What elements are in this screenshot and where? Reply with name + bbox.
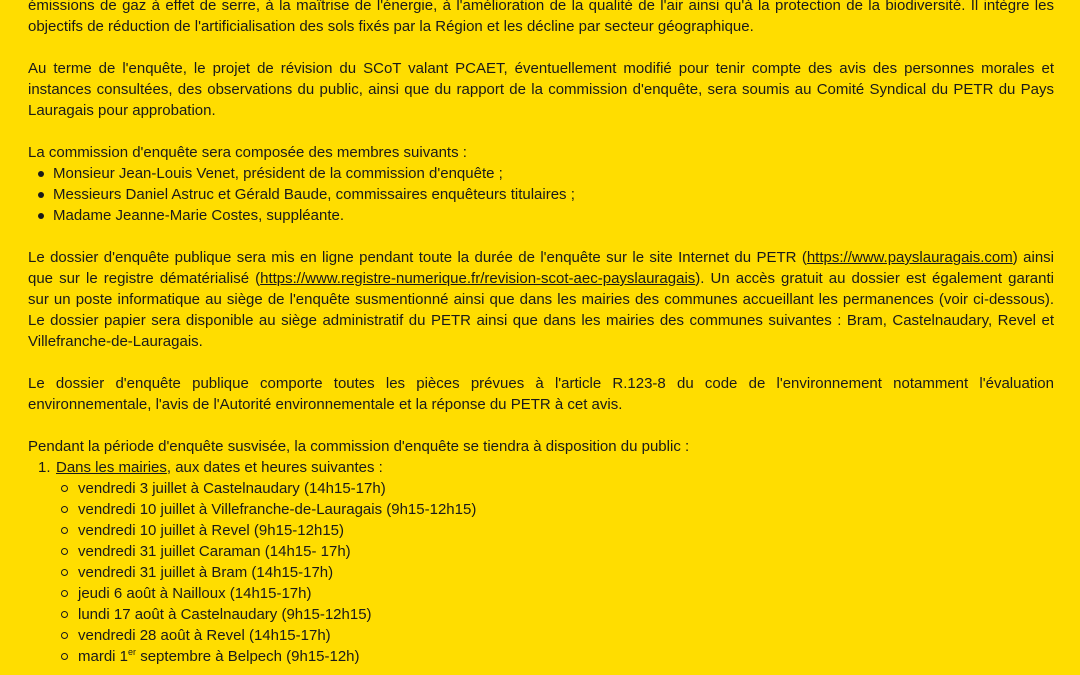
list-item: Monsieur Jean-Louis Venet, président de la commission d'enquête ; [28, 163, 1054, 184]
list-item: Madame Jeanne-Marie Costes, suppléante. [28, 205, 1054, 226]
date-text-b: septembre à Belpech (9h15-12h) [136, 648, 360, 665]
permanences-intro: Pendant la période d'enquête susvisée, la commission d'enquête se tiendra à disposition du public : [28, 438, 690, 455]
mairies-text: , aux dates et heures suivantes : [166, 459, 383, 476]
commission-members [28, 163, 1054, 226]
date-item: jeudi 6 août à Nailloux (14h15-17h) [56, 583, 1054, 604]
date-item: vendredi 10 juillet à Villefranche-de-Lauragais (9h15-12h15) [56, 499, 1054, 520]
payslauragais-link[interactable]: https://www.payslauragais.com [806, 249, 1013, 266]
dossier-text-c: ). Un accès gratuit au dossier est également garanti sur un poste informatique au siège de l'enquête susmentionné ainsi que dans les mairies des communes accueillant les permanences (voir ci-dessous). Le dossier papier sera disponible au siège administratif du PETR ainsi que dans les mairies des communes suivantes : Bram, Castelnaudary, Revel et Villefranche-de-Lauragais. [28, 270, 1054, 350]
date-item [56, 646, 1054, 667]
paragraph-pieces: Le dossier d'enquête publique comporte toutes les pièces prévues à l'article R.123-8 du code de l'environnement notamment l'évaluation environnementale, l'avis de l'Autorité environnementale et la réponse du PETR à cet avis. [28, 375, 1054, 413]
date-text-a: mardi 1 [78, 648, 129, 665]
date-item: lundi 17 août à Castelnaudary (9h15-12h15) [56, 604, 1054, 625]
paragraph-approval: Au terme de l'enquête, le projet de révision du SCoT valant PCAET, éventuellement modifié pour tenir compte des avis des personnes morales et instances consultées, des observations du public, ainsi que du rapport de la commission d'enquête, sera soumis au Comité Syndical du PETR du Pays Lauragais pour approbation. [28, 60, 1054, 119]
mairies-link: Dans les mairies [56, 459, 167, 476]
permanences-list [28, 457, 1054, 667]
dates-list [56, 478, 1054, 667]
notice-document [28, 0, 1054, 667]
paragraph-climate: émissions de gaz à effet de serre, à la maîtrise de l'énergie, à l'amélioration de la qualité de l'air ainsi qu'à la protection de la biodiversité. Il intègre les objectifs de réduction de l'artificialisation des sols fixés par la Région et les décline par secteur géographique. [28, 0, 1054, 35]
date-item: vendredi 31 juillet à Bram (14h15-17h) [56, 562, 1054, 583]
date-item: vendredi 31 juillet Caraman (14h15- 17h) [56, 541, 1054, 562]
date-superscript: er [128, 647, 137, 657]
commission-intro: La commission d'enquête sera composée des membres suivants : [28, 144, 467, 161]
date-item: vendredi 10 juillet à Revel (9h15-12h15) [56, 520, 1054, 541]
list-item: Messieurs Daniel Astruc et Gérald Baude, commissaires enquêteurs titulaires ; [28, 184, 1054, 205]
list-item [28, 457, 1054, 667]
dossier-text-a: Le dossier d'enquête publique sera mis en ligne pendant toute la durée de l'enquête sur le site Internet du PETR ( [28, 249, 807, 266]
paragraph-dossier [28, 247, 1054, 352]
date-item: vendredi 3 juillet à Castelnaudary (14h15-17h) [56, 478, 1054, 499]
date-item: vendredi 28 août à Revel (14h15-17h) [56, 625, 1054, 646]
list-number: 1. [38, 459, 51, 476]
registre-link[interactable]: https://www.registre-numerique.fr/revision-scot-aec-payslauragais [260, 270, 696, 287]
dossier-text-b: ) ainsi que sur le registre dématérialisé ( [28, 249, 1054, 287]
